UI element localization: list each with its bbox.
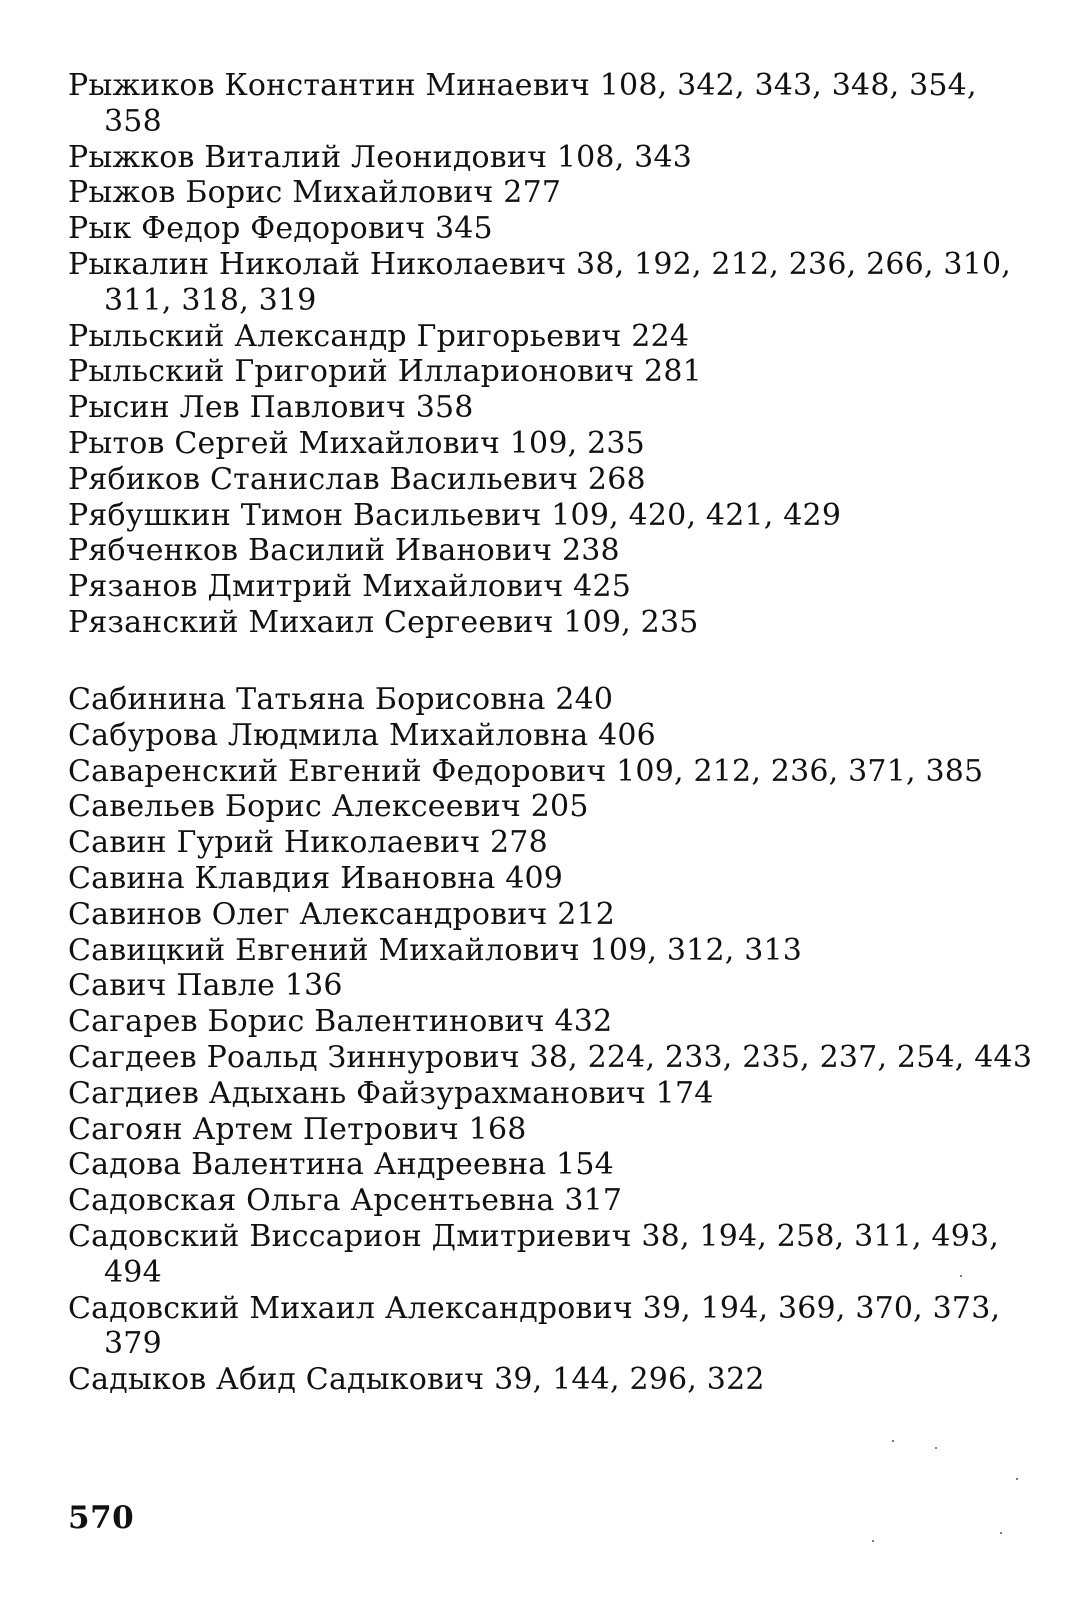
print-speck bbox=[935, 1447, 937, 1449]
index-entry: Савельев Борис Алексеевич 205 bbox=[68, 789, 589, 825]
index-entry: Рыльский Григорий Илларионович 281 bbox=[68, 354, 702, 390]
index-entry: Савин Гурий Николаевич 278 bbox=[68, 825, 548, 861]
index-entry: Рязанов Дмитрий Михайлович 425 bbox=[68, 569, 632, 605]
index-entry: Садовский Виссарион Дмитриевич 38, 194, 258, 311, 493, 494 bbox=[68, 1218, 1000, 1290]
index-entry: Савич Павле 136 bbox=[68, 968, 343, 1004]
print-speck bbox=[892, 1440, 894, 1442]
index-entry: Садовский Михаил Александрович 39, 194, 369, 370, 373, 379 bbox=[68, 1290, 1001, 1362]
index-entry: Рык Федор Федорович 345 bbox=[68, 211, 493, 247]
index-entry: Садова Валентина Андреевна 154 bbox=[68, 1147, 614, 1183]
page-number: 570 bbox=[68, 1500, 135, 1536]
index-entry: Рязанский Михаил Сергеевич 109, 235 bbox=[68, 604, 699, 640]
index-entry: Рытов Сергей Михайлович 109, 235 bbox=[68, 425, 645, 461]
print-speck bbox=[872, 1540, 874, 1542]
index-entry: Савицкий Евгений Михайлович 109, 312, 313 bbox=[68, 932, 803, 968]
index-entry: Савина Клавдия Ивановна 409 bbox=[68, 860, 564, 896]
index-entry: Рябушкин Тимон Васильевич 109, 420, 421, 429 bbox=[68, 497, 842, 533]
index-entry: Рыльский Александр Григорьевич 224 bbox=[68, 318, 690, 354]
index-entry: Сагдиев Адыхань Файзурахманович 174 bbox=[68, 1075, 714, 1111]
index-entry: Сагдеев Роальд Зиннурович 38, 224, 233, 235, 237, 254, 443 bbox=[68, 1039, 1033, 1075]
index-entry: Сабинина Татьяна Борисовна 240 bbox=[68, 682, 614, 717]
index-entry: Рябиков Станислав Васильевич 268 bbox=[68, 461, 646, 497]
index-entry: Сагарев Борис Валентинович 432 bbox=[68, 1004, 613, 1040]
index-section-r bbox=[68, 68, 1040, 641]
index-entry: Савинов Олег Александрович 212 bbox=[68, 896, 616, 932]
index-entry: Садовская Ольга Арсентьевна 317 bbox=[68, 1183, 623, 1219]
print-speck bbox=[960, 1275, 962, 1277]
index-entry: Рыкалин Николай Николаевич 38, 192, 212, 236, 266, 310, 311, 318, 319 bbox=[68, 246, 1012, 318]
index-entry: Рыжов Борис Михайлович 277 bbox=[68, 175, 562, 211]
index-entry: Рябченков Василий Иванович 238 bbox=[68, 533, 620, 569]
index-entry: Саваренский Евгений Федорович 109, 212, 236, 371, 385 bbox=[68, 753, 984, 789]
index-entry: Сагоян Артем Петрович 168 bbox=[68, 1111, 527, 1147]
index-entry: Садыков Абид Садыкович 39, 144, 296, 322 bbox=[68, 1362, 765, 1398]
index-entry: Сабурова Людмила Михайловна 406 bbox=[68, 717, 656, 753]
index-entry: Рыжиков Константин Минаевич 108, 342, 343, 348, 354, 358 bbox=[68, 68, 977, 139]
index-entry: Рысин Лев Павлович 358 bbox=[68, 390, 474, 426]
index-entry: Рыжков Виталий Леонидович 108, 343 bbox=[68, 139, 693, 175]
index-section-s bbox=[68, 682, 1040, 1398]
print-speck bbox=[1016, 1478, 1018, 1480]
print-speck bbox=[1000, 1532, 1002, 1534]
